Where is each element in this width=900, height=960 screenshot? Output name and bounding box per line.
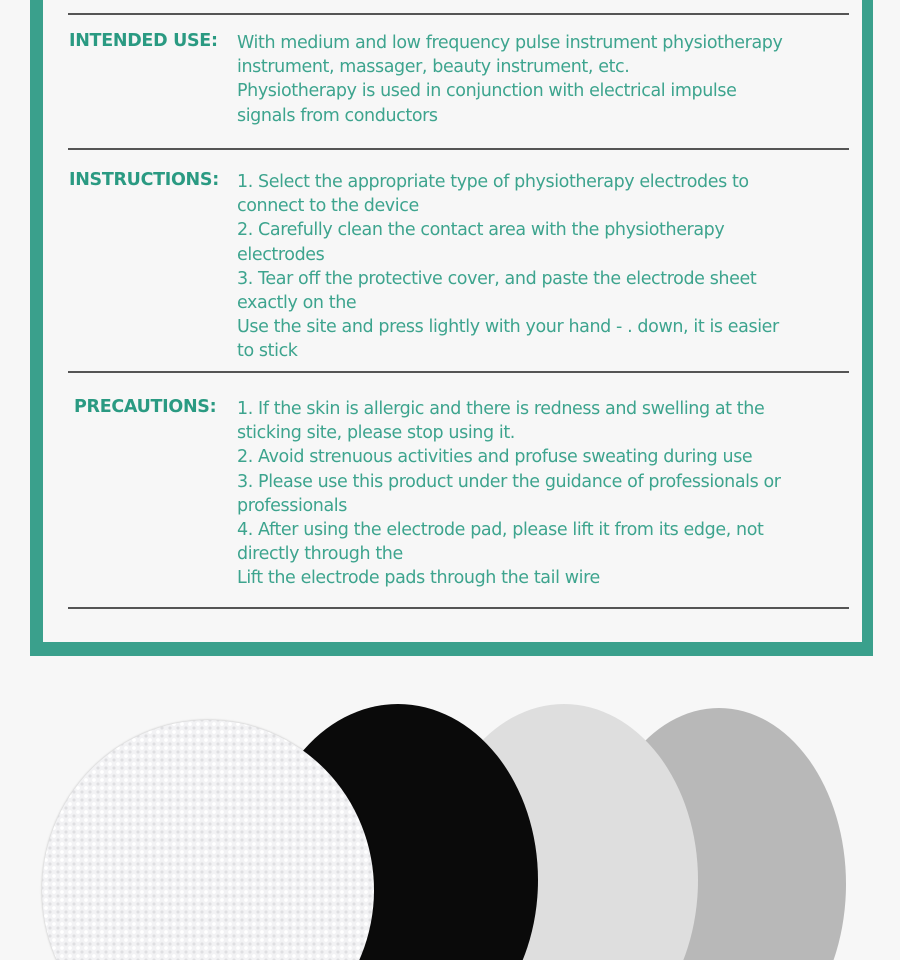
text-line: directly through the xyxy=(237,544,403,565)
text-line: exactly on the xyxy=(237,293,357,314)
instructions-text xyxy=(237,170,859,364)
divider xyxy=(68,607,849,609)
divider xyxy=(68,148,849,150)
instructions-heading: INSTRUCTIONS: xyxy=(69,170,219,190)
text-line: signals from conductors xyxy=(237,105,438,126)
text-line: 1. Select the appropriate type of physiotherapy electrodes to xyxy=(237,172,749,192)
intended-use-text xyxy=(237,31,859,128)
text-line: sticking site, please stop using it. xyxy=(237,423,515,444)
text-line: professionals xyxy=(237,495,347,516)
precautions-text xyxy=(237,397,859,591)
intended-use-heading: INTENDED USE: xyxy=(69,31,218,51)
text-line: to stick xyxy=(237,341,298,362)
text-line: Lift the electrode pads through the tail wire xyxy=(237,568,600,589)
precautions-heading: PRECAUTIONS: xyxy=(74,397,217,417)
text-line: instrument, massager, beauty instrument, etc. xyxy=(237,57,630,78)
divider xyxy=(68,371,849,373)
text-line: With medium and low frequency pulse instrument physiotherapy xyxy=(237,33,783,53)
text-line: 3. Please use this product under the guidance of professionals or xyxy=(237,471,781,492)
text-line: Physiotherapy is used in conjunction with electrical impulse xyxy=(237,81,737,102)
text-line: electrodes xyxy=(237,244,325,265)
text-line: 4. After using the electrode pad, please lift it from its edge, not xyxy=(237,520,764,541)
text-line: 2. Carefully clean the contact area with the physiotherapy xyxy=(237,220,725,241)
text-line: 1. If the skin is allergic and there is redness and swelling at the xyxy=(237,399,765,419)
text-line: 2. Avoid strenuous activities and profuse sweating during use xyxy=(237,447,753,468)
text-line: connect to the device xyxy=(237,196,419,217)
electrode-pads-photo xyxy=(0,656,900,960)
text-line: Use the site and press lightly with your hand - . down, it is easier xyxy=(237,317,779,338)
divider xyxy=(68,13,849,15)
text-line: 3. Tear off the protective cover, and paste the electrode sheet xyxy=(237,268,757,289)
